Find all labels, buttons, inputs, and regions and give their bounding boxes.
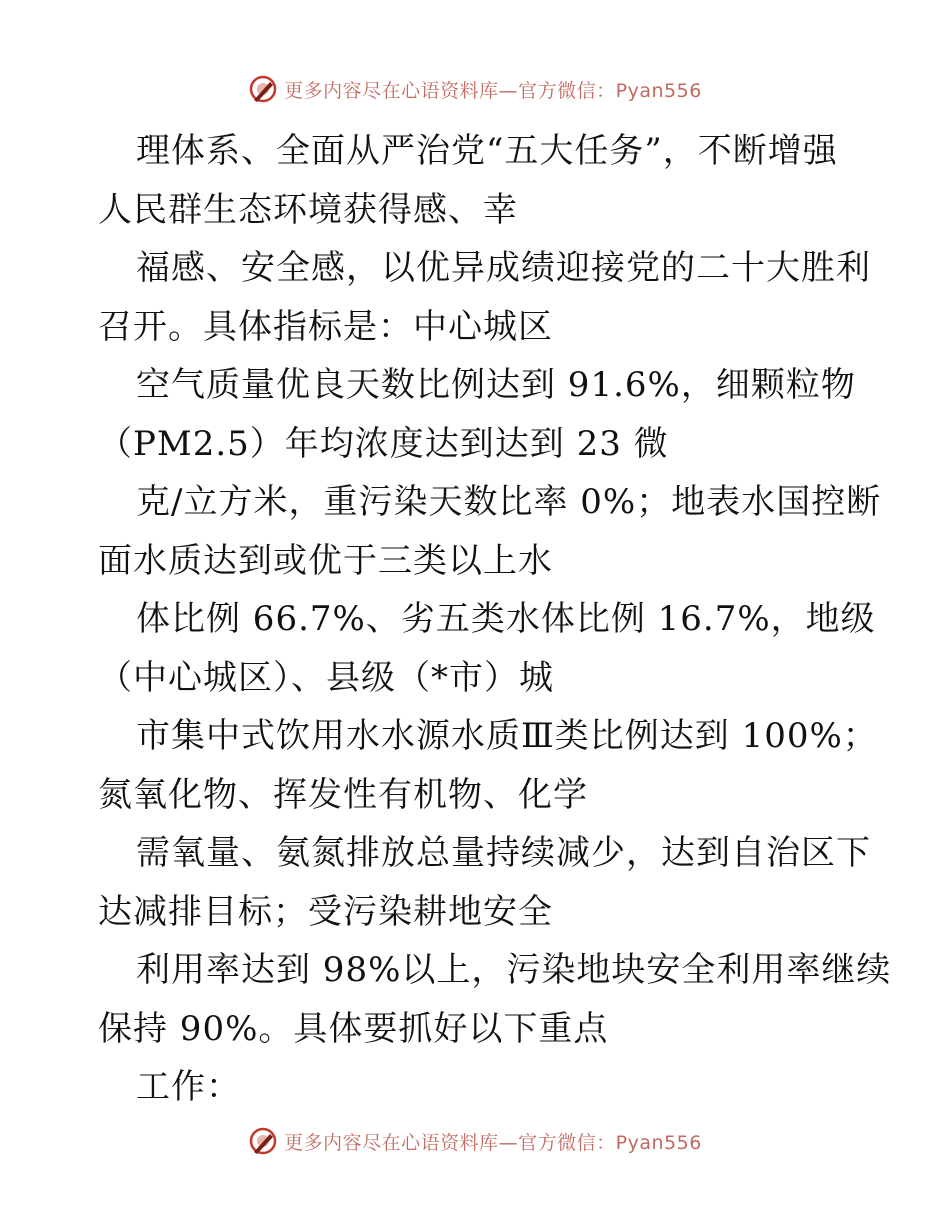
text-line: 福感、安全感，以优异成绩迎接党的二十大胜利: [136, 248, 871, 288]
pen-logo-icon: [248, 74, 278, 104]
text-line: 需氧量、氨氮排放总量持续减少，达到自治区下: [136, 833, 871, 873]
text-line: 市集中式饮用水水源水质Ⅲ类比例达到 100%；: [136, 716, 878, 756]
text-line: 氮氧化物、挥发性有机物、化学: [98, 774, 588, 815]
header-watermark: [0, 72, 950, 106]
pen-logo-icon: [248, 1126, 278, 1156]
text-line: 克/立方米，重污染天数比率 0%；地表水国控断: [136, 482, 882, 522]
text-line: 利用率达到 98%以上，污染地块安全利用率继续: [136, 950, 892, 990]
text-line: （中心城区）、县级（*市）城: [98, 657, 554, 698]
text-line: 体比例 66.7%、劣五类水体比例 16.7%，地级: [136, 599, 876, 639]
footer-watermark: [0, 1124, 950, 1158]
document-body: [98, 122, 892, 1117]
text-line: 空气质量优良天数比例达到 91.6%，细颗粒物: [136, 365, 856, 405]
text-line: 保持 90%。具体要抓好以下重点: [98, 1008, 609, 1049]
text-line: 人民群生态环境获得感、幸: [98, 189, 518, 230]
text-line: 达减排目标；受污染耕地安全: [98, 891, 553, 932]
text-line: 理体系、全面从严治党“五大任务”，不断增强: [136, 131, 838, 171]
text-line: 工作：: [136, 1067, 241, 1107]
watermark-text: 更多内容尽在心语资料库—官方微信：Pyan556: [284, 1131, 702, 1154]
text-line: 召开。具体指标是：中心城区: [98, 306, 553, 347]
text-line: 面水质达到或优于三类以上水: [98, 540, 553, 581]
watermark-text: 更多内容尽在心语资料库—官方微信：Pyan556: [284, 79, 702, 102]
text-line: （PM2.5）年均浓度达到达到 23 微: [98, 423, 669, 464]
